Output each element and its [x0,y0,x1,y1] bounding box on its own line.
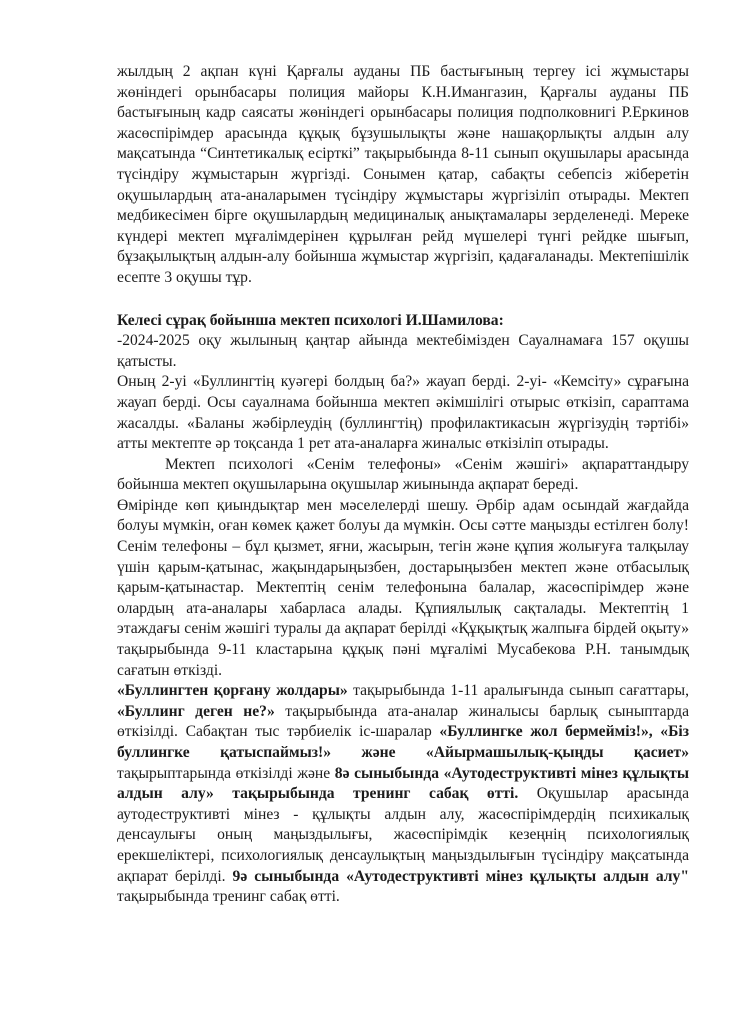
bold-topic-events: «Буллингке жол бермейміз!», «Біз буллингке қатыспаймыз!» және «Айырмашылық-қыңды қасиет» [117,723,690,761]
paragraph-police-work: жылдың 2 ақпан күні Қарғалы ауданы ПБ бастығының тергеу ісі жұмыстары жөніндегі орынбасары полиция майоры К.Н.Имангазин, Қарғалы ауданы ПБ бастығының кадр саясаты жөніндегі орынбасары полиция подполковнигі Р.Еркинов жасөспірімдер арасында құқық бұзушылықты және нашақорлықты алдын алу мақсатында “Синтетикалық есірткі” тақырыбында 8-11 сынып оқушылары арасында түсіндіру жұмыстарын жүргізді. Сонымен қатар, сабақты себепсіз жіберетін оқушылардың ата-аналарымен түсіндіру жұмыстары жүргізіліп отырады. Мектеп медбикесімен бірге оқушылардың медициналық анықтамалары зерделенеді. Мереке күндері мектеп мұғалімдерінен құрылған рейд мүшелері түнгі рейдке шығып, бұзақылықтың алдын-алу бойынша жұмыстар жүргізіп, қадағаланады. Мектепішілік есепте 3 оқушы тұр. [117,63,689,286]
text-segment: тақырыбында тренинг сабақ өтті. [117,888,340,906]
paragraph-bullying-witness: Оның 2-уі «Буллингтің куәгері болдың ба?» жауап берді. 2-уі- «Кемсіту» сұрағына жауап берді. Осы сауалнама бойынша мектеп әкімшілігі отырыс өткізіп, сараптама жасалды. «Баланы жәбірлеудің (буллингтің) профилактикасын жүргізудің тәртібі» атты мектепте әр тоқсанда 1 рет ата-аналарға жиналыс өткізіліп отырады. [117,373,689,453]
bold-training-8a: 8ә сыныбында «Аутодеструктивті мінез құлықты алдын алу» тақырыбында тренинг сабақ өтті. [117,764,689,803]
paragraph-gap [117,289,689,311]
text-segment: тақырыбында 1-11 аралығында сынып сағаттары, [347,682,689,700]
text-segment: тақырыптарында өткізілді және [117,764,335,782]
paragraph-trust-phone: Мектеп психологі «Сенім телефоны» «Сенім жәшігі» ақпараттандыру бойынша мектеп оқушыларына оқушылар жиынында ақпарат береді. [117,455,689,494]
text-segment: тақырыбында ата-аналар жиналысы барлық сыныптарда өткізілді. Сабақтан тыс тәрбиелік іс-шаралар [117,702,690,741]
bold-topic-what-is-bullying: «Буллинг деген не?» [117,702,275,720]
bold-training-9a: 9ә сыныбында «Аутодеструктивті мінез құлықты алдын алу" [232,867,689,885]
paragraph-bullying-events [117,681,689,908]
paragraph-trust-phone-details: Өмірінде көп қиындықтар мен мәселелерді шешу. Әрбір адам осындай жағдайда болуы мүмкін, оған көмек қажет болуы да мүмкін. Осы сәтте маңызды естілген болу! Сенім телефоны – бұл қызмет, яғни, жасырын, тегін және құпия жолығуға талқылау үшін қарым-қатынас, жақындарыңызбен, достарыңызбен мектеп және отбасылық қарым-қатынастар. Мектептің сенім телефонына балалар, жасөспірімдер және олардың ата-аналары хабарласа алады. Құпиялылық сақталады. Мектептің 1 этаждағы сенім жәшігі туралы да ақпарат берілді «Құқықтық жалпыға бірдей оқыту» тақырыбында 9-11 кластарына құқық пәні мұғалімі Мусабекова Р.Н. танымдық сағатын өткізді. [117,496,689,679]
text-segment: Оқушылар арасында аутодеструктивті мінез - құлықты алдын алу, жасөспірімдердің психикалық денсаулығы оның маңыздылығы, жасөспірімдік кезеңнің психологиялық ерекшеліктері, психологиялық денсаулықтың маңыздылығын түсіндіру мақсатында ақпарат берілді. [117,785,690,885]
section-heading-psychologist: Келесі сұрақ бойынша мектеп психологі И.Шамилова: [117,311,504,329]
paragraph-survey: -2024-2025 оқу жылының қаңтар айында мектебімізден Сауалнамаға 157 оқушы қатысты. [117,332,689,370]
bold-topic-protection: «Буллингтен қорғану жолдары» [117,682,348,700]
